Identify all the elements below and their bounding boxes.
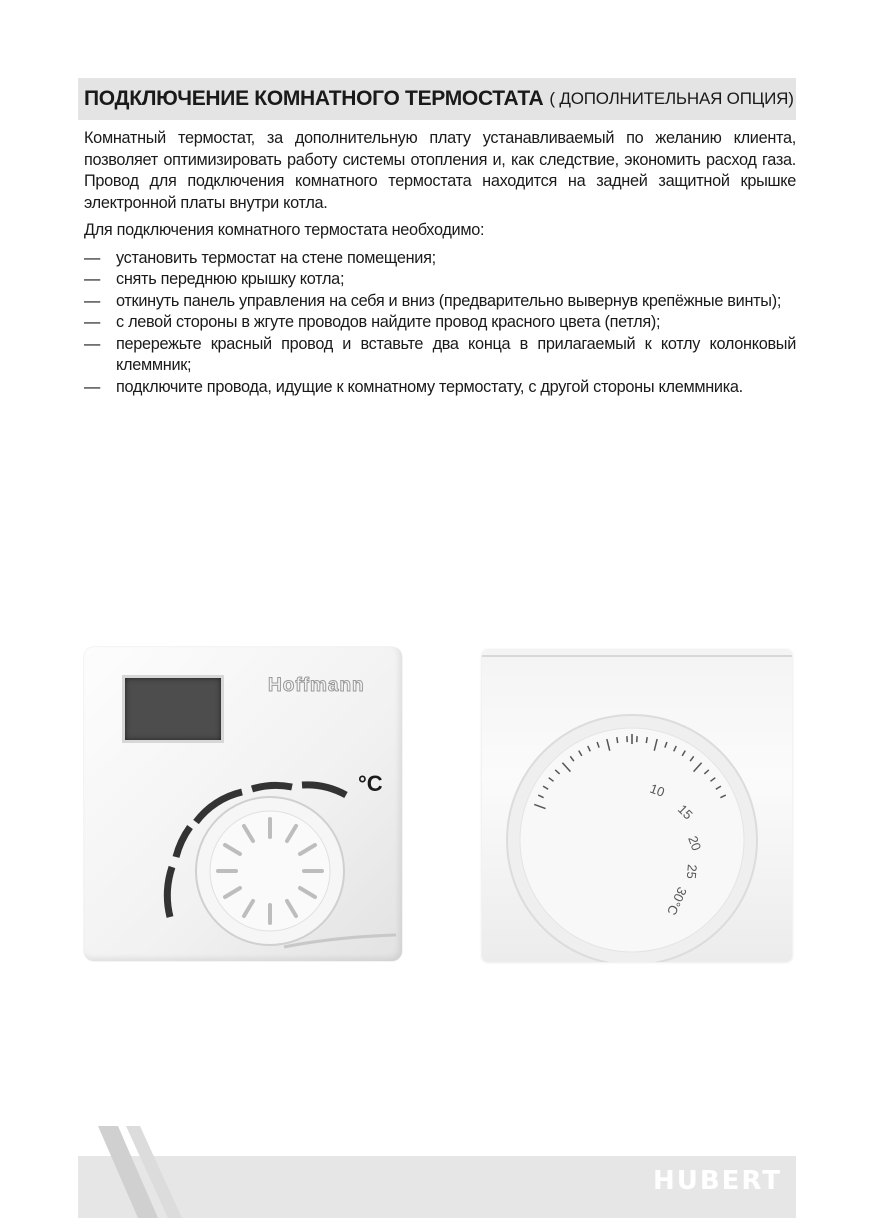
dash-marker: — <box>84 270 100 288</box>
dial-thermostat-image <box>482 650 792 962</box>
list-item: — установить термостат на стене помещения; <box>84 248 796 270</box>
digital-thermostat-image <box>84 647 402 961</box>
dash-marker: — <box>84 377 100 396</box>
dial-tick <box>617 737 618 743</box>
scale-label: 25 <box>683 863 700 880</box>
dash-marker: — <box>84 248 100 267</box>
instructions-text <box>84 128 796 398</box>
list-item: — снять переднюю крышку котла; <box>84 269 796 291</box>
section-title-bar <box>78 78 796 120</box>
steps-intro: Для подключения комнатного термостата необходимо: <box>84 221 485 239</box>
list-item: — перережьте красный провод и вставьте два конца в прилагаемый к котлу колонковый клеммник; <box>84 334 796 374</box>
hubert-logo: HUBERT <box>652 1166 782 1196</box>
page-title: ПОДКЛЮЧЕНИЕ КОМНАТНОГО ТЕРМОСТАТА <box>84 87 544 110</box>
thermostat-dial-graphic <box>84 647 402 961</box>
dial-tick <box>646 737 647 743</box>
dash-marker: — <box>84 334 100 353</box>
celsius-label: °C <box>358 771 383 796</box>
page-subtitle: ( ДОПОЛНИТЕЛЬНАЯ ОПЦИЯ) <box>549 89 794 108</box>
dash-marker: — <box>84 291 100 310</box>
scale-label: 15 <box>674 801 696 823</box>
page-footer <box>78 1156 796 1218</box>
brand-logo: Hoffmann <box>268 675 365 696</box>
steps-list <box>84 248 796 399</box>
list-item: — откинуть панель управления на себя и вниз (предварительно вывернув крепёжные винты); <box>84 291 796 313</box>
thermostat-knob-graphic <box>482 650 792 962</box>
footer-stripe-decoration <box>78 1126 198 1218</box>
dash-marker: — <box>84 313 100 331</box>
intro-paragraph: Комнатный термостат, за дополнительную плату устанавливаемый по желанию клиента, позволяет оптимизировать работу системы отопления и, как следствие, экономить расход газа. Провод для подключения комнатного термостата находится на задней защитной крышке электронной платы внутри котла. <box>84 129 796 212</box>
list-item: — с левой стороны в жгуте проводов найдите провод красного цвета (петля); <box>84 312 796 334</box>
scale-label: 20 <box>685 833 705 853</box>
list-item: — подключите провода, идущие к комнатному термостату, с другой стороны клеммника. <box>84 377 796 399</box>
scale-label: 30°C <box>664 884 690 918</box>
scale-label: 10 <box>647 780 667 800</box>
